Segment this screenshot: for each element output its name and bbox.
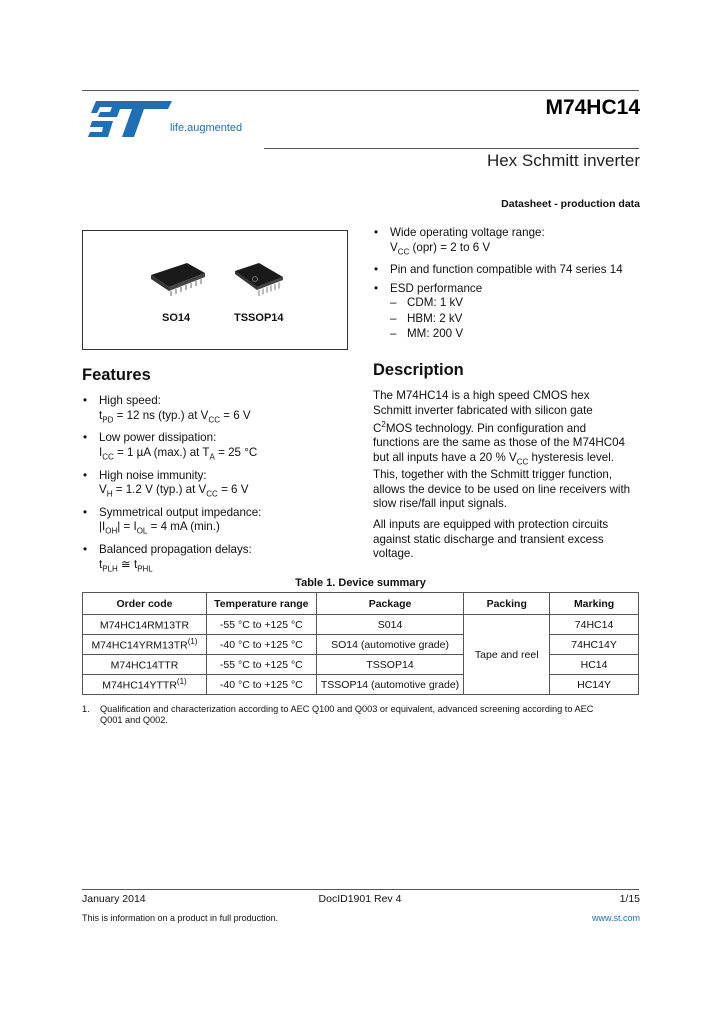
cell-package: TSSOP14 [316,655,464,675]
cell-marking: 74HC14Y [550,635,639,655]
footer-rule [82,889,639,890]
cell-package: S014 [316,615,464,635]
header-temperature-range: Temperature range [206,593,316,615]
description-paragraph-3: All inputs are equipped with protection circuits against static discharge and transient excess voltage. [373,518,609,560]
table-row [83,655,639,675]
feature-noise: High noise immunity: [99,468,207,482]
footer-page-number: 1/15 [619,893,640,905]
features-list [82,394,352,581]
list-item: • High noise immunity: $V_H = 1.2$ V (typ.) at $V_{CC} = 6$ V [82,469,352,502]
table-row [83,615,639,635]
pin-compat-text: Pin and function compatible with 74 series 14 [390,263,623,277]
voltage-range-label: Wide operating voltage range: [390,226,545,239]
footer-website-link[interactable]: www.st.com [591,913,640,923]
table-row [83,675,639,695]
list-item: • Low power dissipation: $I_{CC} = 1$ µA (max.) at $T_A = 25$ °C [82,431,352,464]
cell-marking: HC14Y [550,675,639,695]
st-logo [88,99,174,139]
feature-symmetrical: Symmetrical output impedance: [99,505,262,519]
list-item: • High speed: $t_{PD} = 12$ ns (typ.) at $V_{CC} = 6$ V [82,394,352,427]
key-specs-list [373,226,643,346]
header-package: Package [316,593,464,615]
feature-low-power-detail: $I_{CC} = 1$ µA (max.) at $T_A = 25$ °C [99,445,258,462]
page-title: M74HC14 [545,96,640,119]
footer-doc-id: DocID1901 Rev 4 [318,893,402,905]
feature-low-power: Low power dissipation: [99,431,217,445]
esd-item: – MM: 200 V [390,327,464,341]
cell-order-code: M74HC14RM13TR [83,615,207,635]
cell-temperature: -40 °C to +125 °C [206,635,316,655]
list-item: • Balanced propagation delays: $t_{PLH}$ ≅ $t_{PHL}$ [82,543,352,576]
feature-balanced-detail: $t_{PLH}$ ≅ $t_{PHL}$ [99,557,153,574]
feature-symmetrical-detail: $|I_{OH}| = I_{OL} = 4$ mA (min.) [99,520,220,536]
feature-balanced: Balanced propagation delays: [99,543,252,557]
st-logo-icon [88,99,174,139]
table-row [83,635,639,655]
tssop14-label: TSSOP14 [234,312,284,324]
feature-high-speed: High speed: [99,394,161,407]
brand-tagline: life.augmented [170,122,243,134]
table-footnote: 1. Qualification and characterization according to AEC Q100 and Q003 or equivalent, advanced screening according to AEC Q001 and Q002. [82,704,594,725]
header-packing: Packing [464,593,550,615]
page-subtitle: Hex Schmitt inverter [486,151,640,170]
cell-package: TSSOP14 (automotive grade) [316,675,464,695]
list-item: • Wide operating voltage range: $V_{CC}$ (opr) = 2 to 6 V [373,226,643,259]
esd-item: – CDM: 1 kV [390,296,464,310]
list-item: • ESD performance – CDM: 1 kV – HBM: 2 kV – MM: 200 V [373,282,643,342]
cell-package: SO14 (automotive grade) [316,635,464,655]
footer-production-info: This is information on a product in full production. [82,913,279,923]
feature-noise-detail: $V_H = 1.2$ V (typ.) at $V_{CC} = 6$ V [99,483,249,499]
esd-label: ESD performance [390,281,483,295]
esd-item: – HBM: 2 kV [390,311,463,325]
device-summary-table [82,592,639,695]
cell-marking: HC14 [550,655,639,675]
so14-label: SO14 [162,312,191,324]
table-caption: Table 1. Device summary [295,577,426,589]
description-heading: Description [373,361,464,379]
voltage-range-value: $V_{CC}$ (opr) = 2 to 6 V [390,240,491,256]
cell-marking: 74HC14 [550,615,639,635]
cell-order-code: M74HC14YTTR$^{(1)}$ [83,675,207,695]
cell-temperature: -55 °C to +125 °C [206,615,316,635]
package-image-box [82,230,348,350]
cell-temperature: -40 °C to +125 °C [206,675,316,695]
cell-packing: Tape and reel [464,615,550,695]
cell-order-code: M74HC14TTR [83,655,207,675]
header-marking: Marking [550,593,639,615]
header-order-code: Order code [83,593,207,615]
description-paragraph-1: The M74HC14 is a high speed CMOS hex Schmitt inverter fabricated with silicon gate $C^2MOS$ technology. Pin configuration and functions are the same as those of the M74HC04 but all inputs have a 20 % $V_{CC}$ hysteresis level. [373,389,625,467]
list-item: • Symmetrical output impedance: $|I_{OH}| = I_{OL} = 4$ mA (min.) [82,506,352,539]
cell-order-code: M74HC14YRM13TR$^{(1)}$ [83,635,207,655]
cell-temperature: -55 °C to +125 °C [206,655,316,675]
description-paragraph-2: This, together with the Schmitt trigger function, allows the device to be used on line receivers with slow rise/fall input signals. [373,468,631,510]
tssop14-package-icon [233,261,285,301]
datasheet-label: Datasheet - production data [501,198,640,210]
so14-package-icon [149,261,207,299]
footer-date: January 2014 [82,893,146,905]
feature-high-speed-detail: $t_{PD} = 12$ ns (typ.) at $V_{CC} = 6$ V [99,408,251,424]
features-heading: Features [82,366,151,384]
table-header-row [83,593,639,615]
top-rule [82,90,639,91]
list-item: • Pin and function compatible with 74 series 14 [374,263,623,277]
esd-sub-list [390,296,643,342]
title-rule [264,148,639,149]
